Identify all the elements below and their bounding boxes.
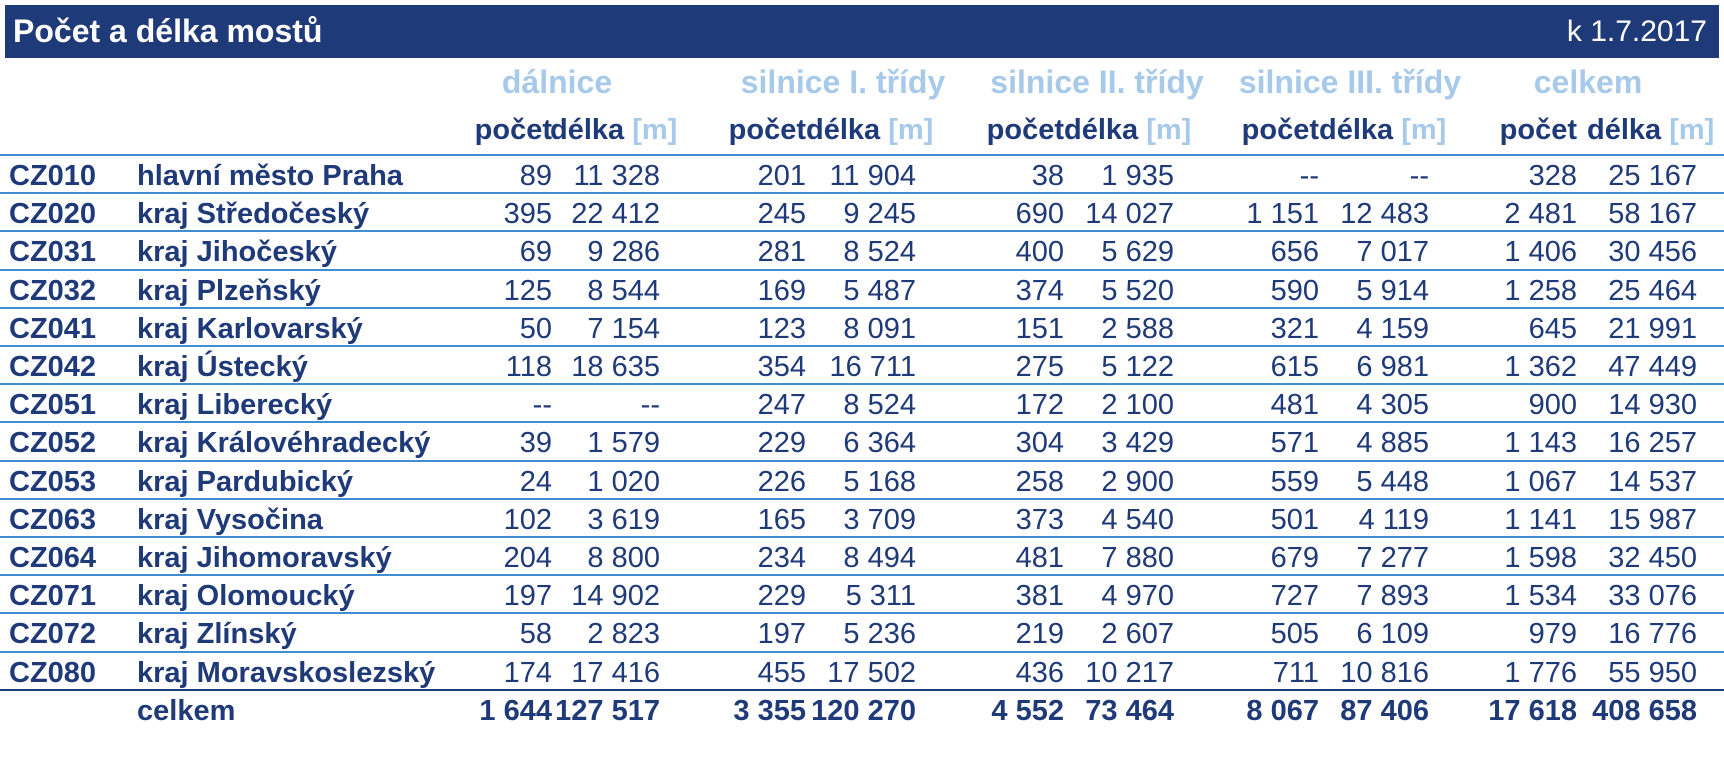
count-cell: 1 534 [1504,580,1577,613]
table-row [0,156,1724,196]
region-name: kraj Ústecký [137,351,308,383]
count-cell: -- [532,389,552,422]
length-cell: 14 027 [1085,198,1174,231]
table-row [0,462,1724,502]
count-cell: 151 [1015,312,1064,345]
length-cell: 22 412 [571,198,660,231]
length-header: délka [m] [550,114,678,146]
length-cell: 2 900 [1101,465,1174,498]
count-cell: 1 598 [1504,542,1577,574]
length-cell: 58 167 [1608,198,1697,231]
length-cell: 2 607 [1101,618,1174,651]
count-cell: 102 [503,503,552,536]
region-code: CZ031 [9,236,97,269]
count-header: počet [728,114,806,146]
region-name: kraj Středočeský [137,198,370,231]
length-cell: 33 076 [1608,580,1697,613]
count-cell: 1 141 [1504,503,1577,536]
length-cell: 5 168 [843,465,916,498]
length-cell: 7 880 [1101,542,1174,574]
length-cell: 14 537 [1608,465,1697,498]
region-name: celkem [137,694,236,727]
region-name: kraj Jihomoravský [137,542,392,574]
length-cell: 120 270 [811,694,916,727]
count-cell: 354 [757,351,806,383]
count-cell: 571 [1270,427,1319,460]
length-cell: 5 448 [1356,465,1429,498]
count-cell: -- [1299,160,1319,192]
count-cell: 89 [519,160,552,192]
region-name: kraj Vysočina [137,503,323,536]
length-cell: 16 776 [1608,618,1697,651]
count-cell: 374 [1015,274,1064,307]
length-cell: 7 017 [1356,236,1429,269]
region-name: kraj Plzeňský [137,274,321,307]
region-code: CZ042 [9,351,97,383]
count-cell: 590 [1270,274,1319,307]
count-cell: 245 [757,198,806,231]
length-cell: 21 991 [1608,312,1697,345]
length-cell: 1 935 [1101,160,1174,192]
count-cell: 1 644 [479,694,552,727]
length-cell: 16 711 [829,351,916,383]
count-cell: 174 [503,656,552,689]
length-cell: 9 245 [843,198,916,231]
count-cell: 226 [757,465,806,498]
length-cell: 8 524 [843,389,916,422]
region-name: kraj Olomoucký [137,580,355,613]
count-cell: 172 [1015,389,1064,422]
length-header: délka [m] [1319,114,1447,146]
length-cell: 3 619 [587,503,660,536]
count-cell: 125 [503,274,552,307]
region-code: CZ063 [9,503,97,536]
table-row [0,614,1724,654]
length-cell: 8 524 [843,236,916,269]
length-cell: 7 277 [1356,542,1429,574]
count-cell: 229 [757,427,806,460]
length-cell: 14 902 [571,580,660,613]
total-row [0,691,1724,731]
length-cell: 127 517 [555,694,660,727]
region-name: kraj Moravskoslezský [137,656,436,689]
count-cell: 58 [519,618,552,651]
length-cell: 55 950 [1608,656,1697,689]
count-cell: 455 [757,656,806,689]
group-header: silnice III. třídy [1238,64,1462,100]
length-cell: 25 464 [1608,274,1697,307]
unit-label: [m] [1146,114,1192,146]
count-cell: 118 [505,351,552,383]
count-cell: 4 552 [991,694,1064,727]
count-cell: 50 [519,312,552,345]
length-cell: 8 091 [843,312,916,345]
count-cell: 328 [1528,160,1577,192]
length-cell: 5 914 [1356,274,1429,307]
table-row [0,576,1724,616]
count-cell: 197 [503,580,552,613]
length-cell: 14 930 [1608,389,1697,422]
length-cell: 5 520 [1101,274,1174,307]
count-cell: 711 [1272,656,1319,689]
length-cell: 5 236 [843,618,916,651]
count-cell: 615 [1270,351,1319,383]
table-row [0,500,1724,540]
count-cell: 559 [1270,465,1319,498]
table-row [0,423,1724,463]
group-header: celkem [1533,64,1643,100]
table-row [0,385,1724,425]
length-cell: 17 416 [571,656,660,689]
length-cell: 10 816 [1340,656,1429,689]
count-cell: 3 355 [733,694,806,727]
length-cell: 1 579 [587,427,660,460]
unit-label: [m] [632,114,678,146]
region-code: CZ072 [9,618,97,651]
count-cell: 197 [757,618,806,651]
length-cell: 5 487 [843,274,916,307]
length-cell: 5 122 [1101,351,1174,383]
count-cell: 39 [519,427,552,460]
region-name: kraj Královéhradecký [137,427,431,460]
region-name: kraj Liberecký [137,389,333,422]
count-cell: 1 776 [1504,656,1577,689]
count-cell: 1 151 [1246,198,1319,231]
count-cell: 258 [1015,465,1064,498]
count-cell: 204 [503,542,552,574]
length-cell: 5 629 [1101,236,1174,269]
table-row [0,271,1724,311]
count-cell: 2 481 [1504,198,1577,231]
length-cell: 25 167 [1608,160,1697,192]
table-row [0,347,1724,387]
length-cell: 4 885 [1356,427,1429,460]
length-cell: 15 987 [1608,503,1697,536]
count-cell: 229 [757,580,806,613]
length-cell: 10 217 [1085,656,1174,689]
length-cell: -- [1409,160,1429,192]
date-label: k 1.7.2017 [1566,15,1707,48]
count-cell: 17 618 [1488,694,1577,727]
count-cell: 69 [519,236,552,269]
length-cell: 4 119 [1358,503,1429,536]
length-cell: 1 020 [587,465,660,498]
title-bar [5,5,1719,58]
length-cell: 73 464 [1085,694,1174,727]
count-cell: 123 [757,312,806,345]
count-cell: 169 [757,274,806,307]
count-cell: 219 [1015,618,1064,651]
length-cell: 7 893 [1356,580,1429,613]
length-cell: 2 100 [1101,389,1174,422]
table-row [0,653,1724,693]
count-cell: 24 [519,465,552,498]
length-header: délka [m] [1587,114,1715,146]
length-cell: 17 502 [827,656,916,689]
length-cell: 4 970 [1101,580,1174,613]
length-cell: 3 429 [1101,427,1174,460]
region-code: CZ032 [9,274,97,307]
count-cell: 690 [1015,198,1064,231]
region-name: kraj Karlovarský [137,312,363,345]
group-header: silnice II. třídy [990,64,1204,100]
count-cell: 481 [1270,389,1319,422]
length-cell: 2 588 [1101,312,1174,345]
page-title: Počet a délka mostů [13,13,323,49]
region-code: CZ080 [9,656,97,689]
length-header: délka [m] [1064,114,1192,146]
count-cell: 395 [503,198,552,231]
region-code: CZ041 [9,312,97,345]
count-cell: 679 [1270,542,1319,574]
count-cell: 38 [1031,160,1064,192]
count-cell: 656 [1270,236,1319,269]
count-cell: 481 [1015,542,1064,574]
count-cell: 234 [757,542,806,574]
count-cell: 1 362 [1504,351,1577,383]
length-cell: 87 406 [1340,694,1429,727]
count-cell: 165 [757,503,806,536]
unit-label: [m] [1669,114,1715,146]
count-header: počet [1499,114,1577,146]
length-cell: 6 981 [1356,351,1429,383]
count-cell: 1 258 [1504,274,1577,307]
length-cell: 5 311 [845,580,916,613]
count-cell: 304 [1015,427,1064,460]
count-header: počet [474,114,552,146]
length-cell: 8 800 [587,542,660,574]
length-cell: 8 494 [843,542,916,574]
table-row [0,309,1724,349]
count-cell: 201 [757,160,806,192]
region-code: CZ064 [9,542,97,574]
length-header: délka [m] [806,114,934,146]
region-name: kraj Pardubický [137,465,353,498]
table-row [0,232,1724,272]
length-cell: 4 305 [1356,389,1429,422]
region-code: CZ010 [9,160,97,192]
length-cell: 7 154 [587,312,660,345]
count-cell: 501 [1270,503,1319,536]
length-cell: 3 709 [843,503,916,536]
region-code: CZ052 [9,427,97,460]
region-code: CZ051 [9,389,97,422]
count-cell: 321 [1270,312,1319,345]
count-cell: 1 406 [1504,236,1577,269]
region-name: hlavní město Praha [137,160,403,192]
length-cell: 47 449 [1608,351,1697,383]
length-cell: 30 456 [1608,236,1697,269]
group-header: dálnice [501,64,613,100]
count-cell: 979 [1528,618,1577,651]
length-cell: 4 540 [1101,503,1174,536]
length-cell: -- [640,389,660,422]
length-cell: 9 286 [587,236,660,269]
unit-label: [m] [888,114,934,146]
region-code: CZ020 [9,198,97,231]
count-cell: 1 143 [1504,427,1577,460]
count-cell: 275 [1015,351,1064,383]
count-cell: 900 [1528,389,1577,422]
count-cell: 247 [757,389,806,422]
length-cell: 18 635 [571,351,660,383]
length-cell: 2 823 [587,618,660,651]
count-cell: 373 [1015,503,1064,536]
count-cell: 381 [1015,580,1064,613]
count-cell: 645 [1528,312,1577,345]
length-cell: 32 450 [1608,542,1697,574]
length-cell: 6 364 [843,427,916,460]
table-row [0,194,1724,234]
count-cell: 727 [1270,580,1319,613]
unit-label: [m] [1401,114,1447,146]
length-cell: 11 328 [573,160,660,192]
count-cell: 8 067 [1246,694,1319,727]
region-code: CZ071 [9,580,97,613]
count-cell: 1 067 [1504,465,1577,498]
count-cell: 436 [1015,656,1064,689]
table-row [0,538,1724,578]
length-cell: 8 544 [587,274,660,307]
length-cell: 11 904 [829,160,916,192]
length-cell: 6 109 [1356,618,1429,651]
region-code: CZ053 [9,465,97,498]
count-cell: 281 [757,236,806,269]
count-header: počet [1241,114,1319,146]
length-cell: 4 159 [1356,312,1429,345]
length-cell: 12 483 [1340,198,1429,231]
count-cell: 400 [1015,236,1064,269]
length-cell: 408 658 [1592,694,1697,727]
count-header: počet [986,114,1064,146]
region-name: kraj Zlínský [137,618,297,651]
length-cell: 16 257 [1608,427,1697,460]
region-name: kraj Jihočeský [137,236,337,269]
group-header: silnice I. třídy [740,64,946,100]
count-cell: 505 [1270,618,1319,651]
